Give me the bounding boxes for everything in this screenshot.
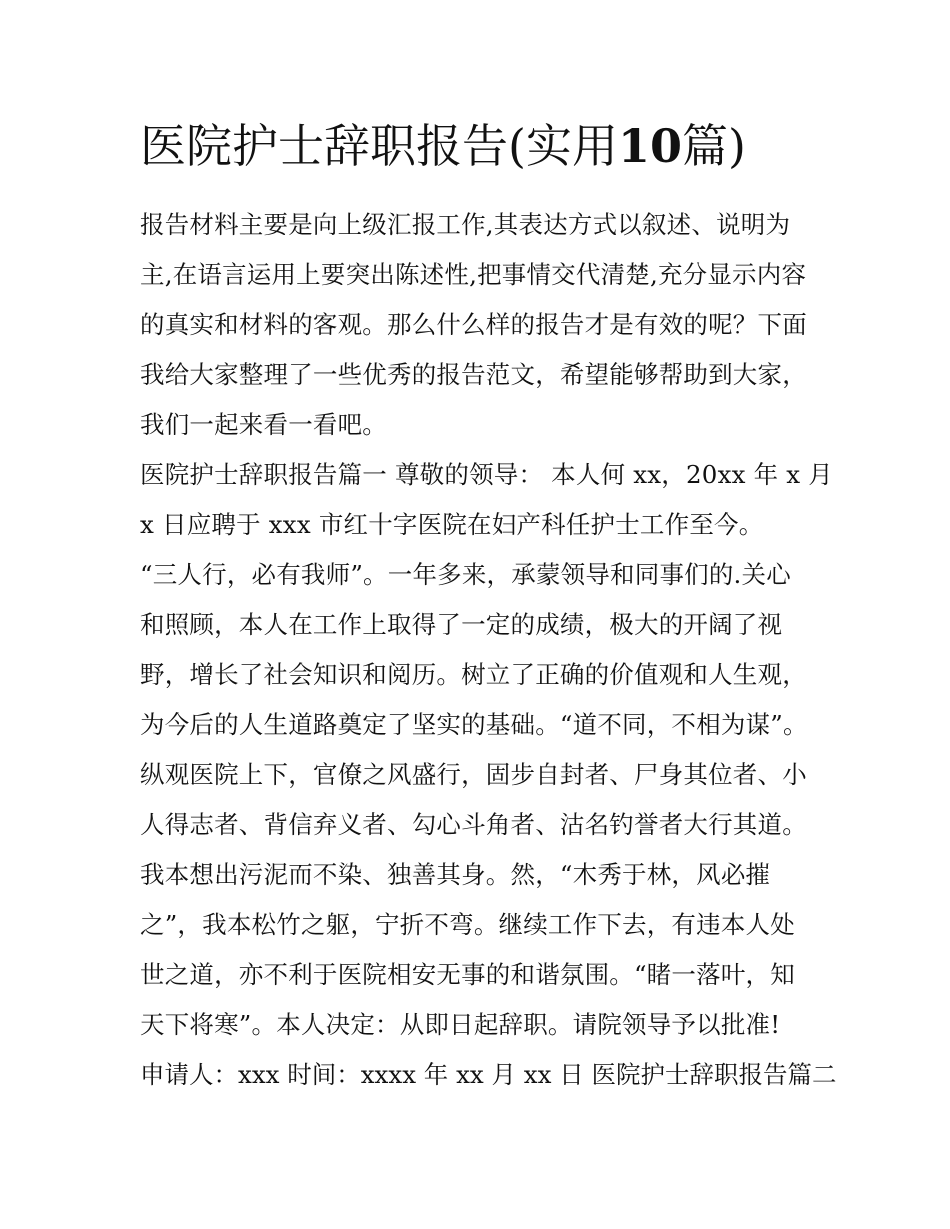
body-line: “三人行，必有我师”。一年多来，承蒙领导和同事们的.关心 bbox=[140, 560, 791, 589]
title-prefix: 医院护士辞职报告(实用 bbox=[140, 119, 618, 173]
body-line: 和照顾，本人在工作上取得了一定的成绩，极大的开阔了视 bbox=[140, 610, 783, 639]
title-number: 10 bbox=[617, 119, 682, 173]
body-line: 我给大家整理了一些优秀的报告范文，希望能够帮助到大家， bbox=[140, 360, 807, 389]
body-line: 人得志者、背信弃义者、勾心斗角者、沽名钓誉者大行其道。 bbox=[140, 810, 807, 839]
body-line: 世之道，亦不利于医院相安无事的和谐氛围。“睹一落叶，知 bbox=[140, 960, 795, 989]
body-line: 申请人：xxx 时间：xxxx 年 xx 月 xx 日 医院护士辞职报告篇二 bbox=[140, 1060, 837, 1089]
body-line: 之”，我本松竹之躯，宁折不弯。继续工作下去，有违本人处 bbox=[140, 910, 795, 939]
body-line: 我本想出污泥而不染、独善其身。然，“木秀于林，风必摧 bbox=[140, 860, 771, 889]
document-title bbox=[140, 112, 840, 180]
body-line: 野，增长了社会知识和阅历。树立了正确的价值观和人生观， bbox=[140, 660, 807, 689]
body-line: x 日应聘于 xxx 市红十字医院在妇产科任护士工作至今。 bbox=[140, 510, 764, 539]
body-line: 我们一起来看一看吧。 bbox=[140, 410, 387, 439]
document-body bbox=[140, 200, 837, 1100]
body-line: 医院护士辞职报告篇一 尊敬的领导： 本人何 xx，20xx 年 x 月 bbox=[140, 460, 833, 489]
body-line: 为今后的人生道路奠定了坚实的基础。“道不同，不相为谋”。 bbox=[140, 710, 808, 739]
body-line: 主,在语言运用上要突出陈述性,把事情交代清楚,充分显示内容 bbox=[140, 260, 807, 289]
body-line: 天下将寒”。本人决定：从即日起辞职。请院领导予以批准! bbox=[140, 1010, 781, 1039]
body-line: 的真实和材料的客观。那么什么样的报告才是有效的呢？下面 bbox=[140, 310, 807, 339]
title-suffix: 篇) bbox=[681, 119, 746, 173]
body-line: 报告材料主要是向上级汇报工作,其表达方式以叙述、说明为 bbox=[140, 210, 791, 239]
body-line: 纵观医院上下，官僚之风盛行，固步自封者、尸身其位者、小 bbox=[140, 760, 807, 789]
